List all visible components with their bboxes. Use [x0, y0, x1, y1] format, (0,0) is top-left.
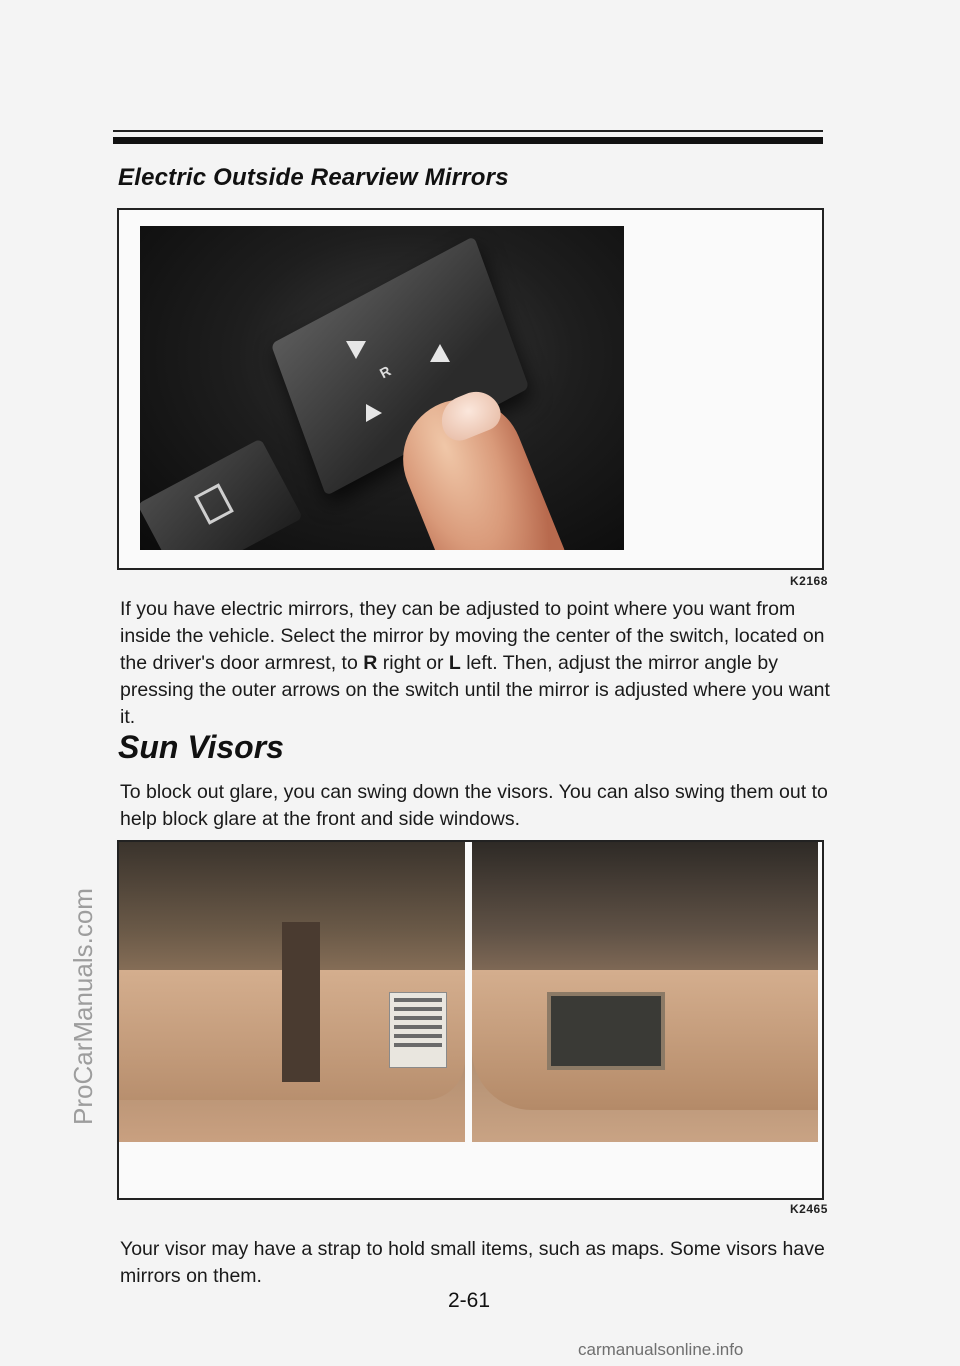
- visor-mirror-photo: [472, 842, 818, 1142]
- visor-label-card: [389, 992, 447, 1068]
- watermark-left: ProCarManuals.com: [68, 888, 98, 1125]
- arrow-right-icon: [366, 404, 382, 422]
- mirror-switch-photo: [140, 226, 624, 550]
- right-letter: R: [363, 652, 378, 674]
- visor-strap: [282, 922, 320, 1082]
- mirror-paragraph-part3: left. Then, adjust the mirror angle by pressing the outer arrows on the switch until the mirror is adjusted where you want it.: [120, 652, 830, 728]
- header-rule-thick: [113, 137, 823, 144]
- section-subtitle: Electric Outside Rearview Mirrors: [118, 164, 509, 191]
- visor-strap-photo: [119, 842, 465, 1142]
- sun-visors-heading: Sun Visors: [118, 729, 284, 765]
- figure1-code: K2168: [790, 574, 828, 588]
- vanity-mirror: [547, 992, 665, 1070]
- left-letter: L: [448, 652, 461, 674]
- figure2-code: K2465: [790, 1202, 828, 1216]
- visor-strap-paragraph: Your visor may have a strap to hold small items, such as maps. Some visors have mirrors on them.: [120, 1238, 825, 1287]
- sun-visors-paragraph: To block out glare, you can swing down the visors. You can also swing them out to help block glare at the front and side windows.: [120, 781, 828, 830]
- mirror-paragraph: [120, 596, 830, 731]
- mirror-paragraph-part1: If you have electric mirrors, they can be adjusted to point where you want from inside the vehicle. Select the mirror by moving the center of the switch, located on the driver's door armrest, to: [120, 598, 825, 674]
- mirror-paragraph-part2: right or: [377, 652, 449, 674]
- page-number: 2-61: [448, 1289, 491, 1312]
- switch-r-letter: R: [376, 362, 394, 382]
- header-rule-thin: [113, 130, 823, 132]
- arrow-down-icon: [346, 341, 366, 359]
- arrow-up-icon: [430, 344, 450, 362]
- watermark-bottom: carmanualsonline.info: [578, 1340, 744, 1359]
